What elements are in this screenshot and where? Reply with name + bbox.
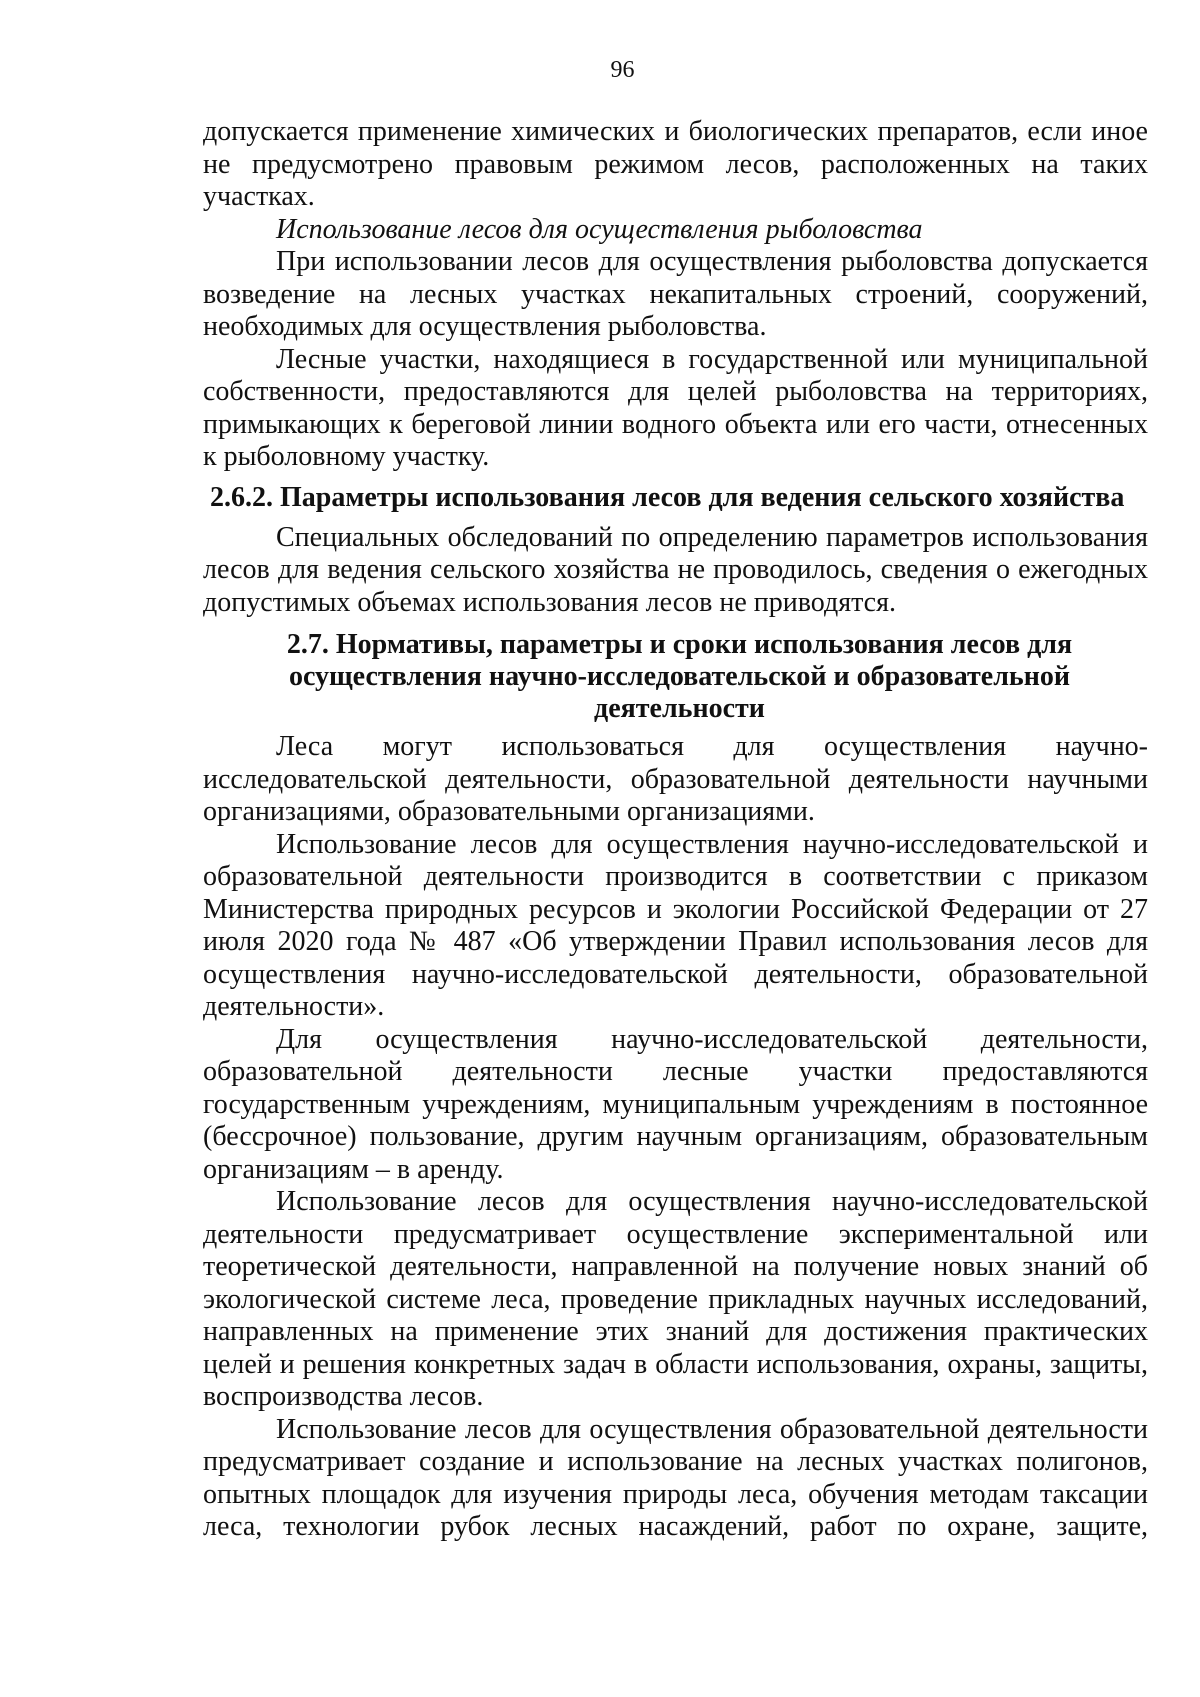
paragraph-fishing-structures: При использовании лесов для осуществления рыболовства допускается возведение на лесных участках некапитальных строений, сооружений, необходимых для осуществления рыболовства. [203, 246, 1148, 342]
paragraph-science-education: Использование лесов для осуществления образовательной деятельности предусматривает создание и использование на лесных участках полигонов, опытных площадок для изучения природы леса, обучения методам таксации леса, технологии рубок лесных насаждений, работ по охране, защите, [203, 1413, 1148, 1542]
page-number: 96 [610, 57, 635, 83]
paragraph-science-intro: Леса могут использоваться для осуществления научно-исследовательской деятельности, образовательной деятельности научными организациями, образовательными организациями. [203, 731, 1148, 827]
paragraph-agriculture: Специальных обследований по определению параметров использования лесов для ведения сельского хозяйства не проводилось, сведения о ежегодных допустимых объемах использования лесов не приводятся. [203, 521, 1148, 618]
page-content [203, 116, 1148, 1544]
paragraph-science-research: Использование лесов для осуществления научно-исследовательской деятельности предусматривает осуществление экспериментальной или теоретической деятельности, направленной на получение новых знаний об экологической системе леса, проведение прикладных научных исследований, направленных на применение этих знаний для достижения практических целей и решения конкретных задач в области использования, охраны, защиты, воспроизводства лесов. [203, 1186, 1148, 1412]
heading-2-7: 2.7. Нормативы, параметры и сроки использования лесов для осуществления научно-исследовательской и образовательной деятельности [286, 629, 1073, 724]
heading-2-6-2: 2.6.2. Параметры использования лесов для ведения сельского хозяйства [210, 481, 1125, 513]
italic-subheading-fishing: Использование лесов для осуществления рыболовства [276, 213, 923, 245]
paragraph-fishing-plots: Лесные участки, находящиеся в государственной или муниципальной собственности, предоставляются для целей рыболовства на территориях, примыкающих к береговой линии водного объекта или его части, отнесенных к рыболовному участку. [203, 343, 1148, 472]
paragraph-science-order: Использование лесов для осуществления научно-исследовательской и образовательной деятельности производится в соответствии с приказом Министерства природных ресурсов и экологии Российской Федерации от 27 июля 2020 года № 487 «Об утверждении Правил использования лесов для осуществления научно-исследовательской деятельности, образовательной деятельности». [203, 828, 1148, 1022]
paragraph-continuation: допускается применение химических и биологических препаратов, если иное не предусмотрено правовым режимом лесов, расположенных на таких участках. [203, 116, 1148, 212]
paragraph-science-plots: Для осуществления научно-исследовательской деятельности, образовательной деятельности лесные участки предоставляются государственным учреждениям, муниципальным учреждениям в постоянное (бессрочное) пользование, другим научным организациям, образовательным организациям – в аренду. [203, 1023, 1148, 1185]
